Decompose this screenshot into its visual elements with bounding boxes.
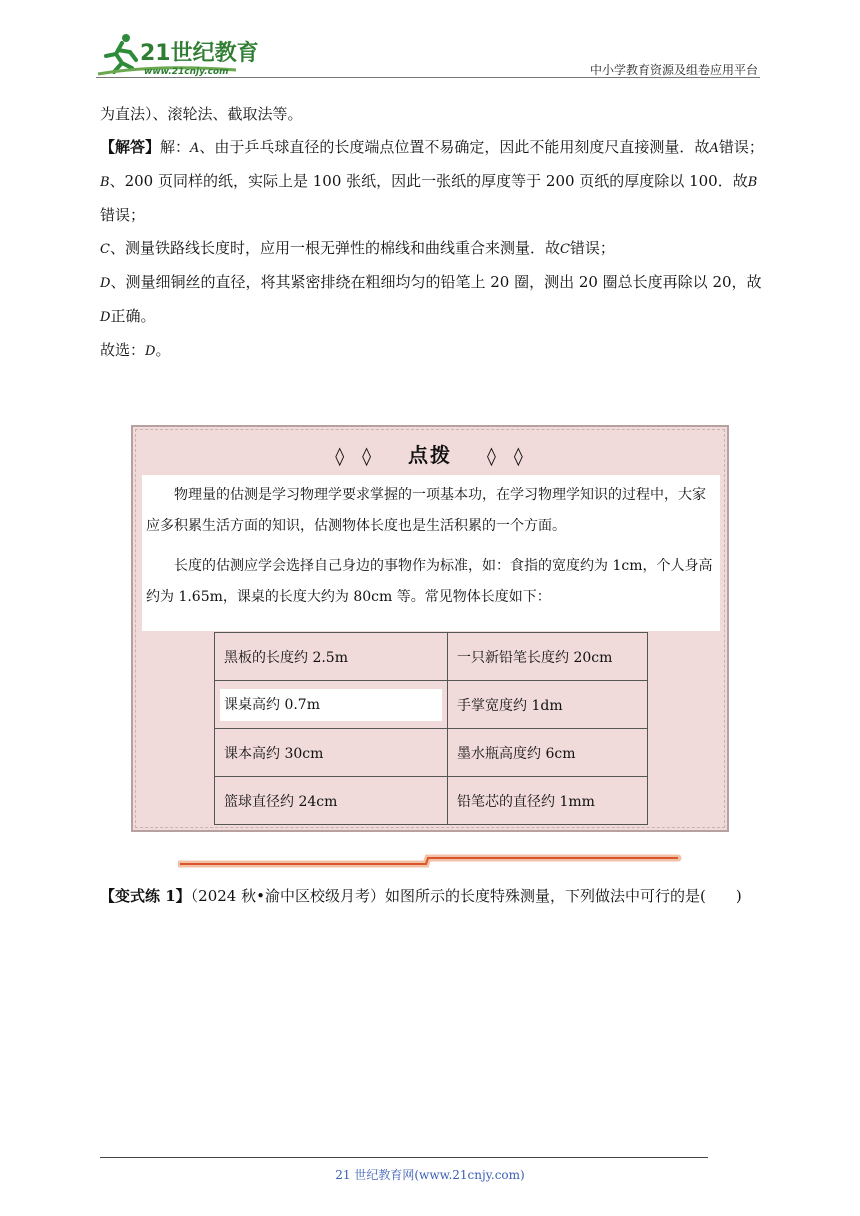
practice-text: （2024 秋•渝中区校级月考）如图所示的长度特殊测量，下列做法中可行的是( ) (190, 887, 742, 905)
svg-text:www.21cnjy.com: www.21cnjy.com (144, 67, 229, 77)
diamond-icon: ◊ (486, 446, 498, 467)
final-choice: 故选：D。 (100, 341, 171, 359)
length-reference-table (214, 632, 648, 825)
site-logo (96, 30, 266, 78)
answer-tag: 【解答】 (100, 138, 161, 156)
option-c: C、测量铁路线长度时，应用一根无弹性的棉线和曲线重合来测量．故C错误； (100, 239, 615, 257)
option-b: B、200 页同样的纸，实际上是 100 张纸，因此一张纸的厚度等于 200 页纸的厚度除以 100．故B错误； (100, 172, 758, 224)
option-d: D、测量细铜丝的直径，将其紧密排绕在粗细均匀的铅笔上 20 圈，测出 20 圈总长度再除以 20，故D正确。 (100, 273, 762, 325)
practice-question (100, 878, 764, 914)
intro-line: 为直法）、滚轮法、截取法等。 (100, 105, 303, 123)
highlighted-cell-text: 课桌高约 0.7m (220, 689, 442, 721)
platform-name: 中小学教育资源及组卷应用平台 (589, 63, 758, 77)
table-cell: 铅笔芯的直径约 1mm (448, 777, 648, 825)
diamond-icon: ◊ (362, 446, 374, 467)
option-a: 【解答】解：A、由于乒乓球直径的长度端点位置不易确定，因此不能用刻度尺直接测量．故A错误； (100, 138, 764, 156)
practice-tag: 【变式练 1】 (100, 887, 191, 905)
table-cell (215, 681, 448, 729)
decorative-divider (178, 852, 682, 872)
table-cell: 篮球直径约 24cm (215, 777, 448, 825)
page-header (96, 30, 760, 78)
table-row (215, 729, 648, 777)
footer-link[interactable]: 21 世纪教育网(www.21cnjy.com) (335, 1168, 525, 1182)
answer-section (100, 98, 764, 368)
svg-text:21世纪教育: 21世纪教育 (140, 41, 259, 66)
table-cell: 手掌宽度约 1dm (448, 681, 648, 729)
table-row (215, 777, 648, 825)
header-divider (96, 77, 760, 78)
tip-paragraph: 长度的估测应学会选择自己身边的事物作为标准，如：食指的宽度约为 1cm，个人身高约为 1.65m，课桌的长度大约为 80cm 等。常见物体长度如下： (146, 558, 713, 605)
tip-title (133, 439, 727, 468)
table-cell: 黑板的长度约 2.5m (215, 633, 448, 681)
tip-text (142, 475, 720, 631)
footer-divider (100, 1157, 708, 1158)
table-row (215, 681, 648, 729)
table-cell: 墨水瓶高度约 6cm (448, 729, 648, 777)
tip-heading: 点拨 (408, 443, 452, 467)
table-cell: 一只新铅笔长度约 20cm (448, 633, 648, 681)
diamond-icon: ◊ (335, 446, 347, 467)
tip-paragraph: 物理量的估测是学习物理学要求掌握的一项基本功，在学习物理学知识的过程中，大家应多积累生活方面的知识，估测物体长度也是生活积累的一个方面。 (146, 487, 706, 534)
diamond-icon: ◊ (513, 446, 525, 467)
table-cell: 课本高约 30cm (215, 729, 448, 777)
tip-box (131, 425, 729, 832)
table-row (215, 633, 648, 681)
